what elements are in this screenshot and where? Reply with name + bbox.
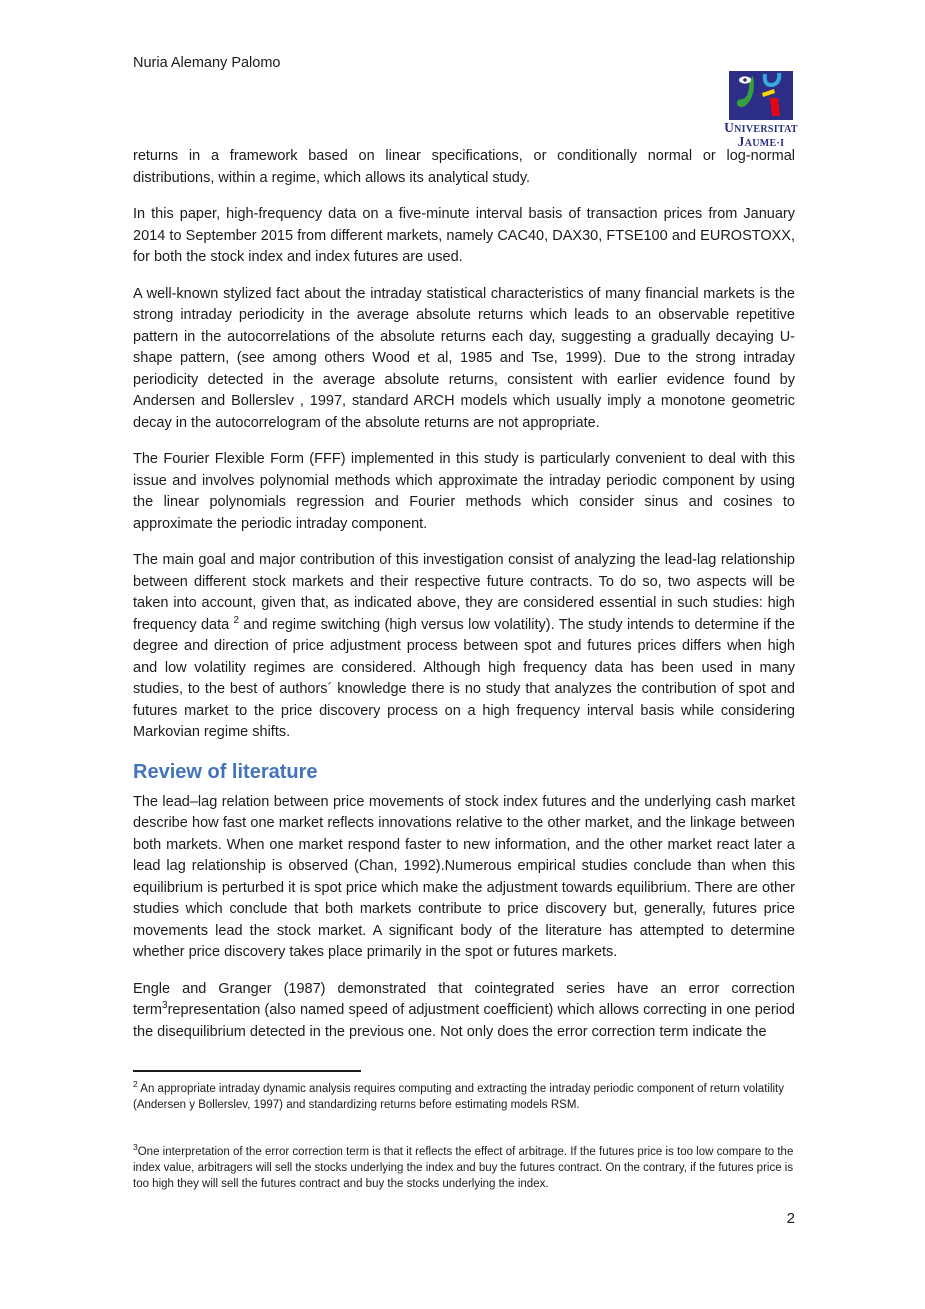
paragraph-stylized-fact: A well-known stylized fact about the intraday statistical characteristics of many financial markets is the strong intraday periodicity in the average absolute returns which leads to an observable repetitive pattern in the autocorrelations of the absolute returns each day, suggesting a gradually decaying U-shape pattern, (see among others Wood et al, 1985 and Tse, 1999). Due to the strong intraday periodicity detected in the average absolute returns, consistent with earlier evidence found by Andersen and Bollerslev , 1997, standard ARCH models which usually imply a monotone geometric decay in the autocorrelogram of the absolute returns are not appropriate. <box>133 285 795 431</box>
footnote-2-marker: 2 <box>133 1079 138 1090</box>
footnotes-section <box>133 1070 795 1196</box>
paragraph-fff: The Fourier Flexible Form (FFF) implemented in this study is particularly convenient to deal with this issue and involves polynomial methods which approximate the intraday periodic component by using the linear polynomials regression and Fourier methods which consider sinus and cosines to approximate the periodic intraday component. <box>133 451 795 532</box>
paragraph-returns-framework: returns in a framework based on linear specifications, or conditionally normal or log-normal distributions, within a regime, which allows its analytical study. <box>133 148 795 186</box>
university-logo <box>722 71 800 149</box>
university-logo-icon <box>729 71 793 120</box>
paragraph-lead-lag: The lead–lag relation between price movements of stock index futures and the underlying cash market describe how fast one market reflects innovations relative to the other market, and the linkage between both markets. When one market respond faster to new information, and the other market react later a lead lag relationship is observed (Chan, 1992).Numerous empirical studies conclude than when this equilibrium is perturbed it is spot price which make the adjustment towards equilibrium. There are other studies which conclude that both markets contribute to price discovery but, generally, futures price movements lead the stock market. A significant body of the literature has attempted to determine whether price discovery takes place primarily in the spot or futures markets. <box>133 793 795 960</box>
page-number: 2 <box>786 1210 795 1227</box>
document-body <box>133 146 795 1070</box>
footnote-ref-3: 3 <box>162 1000 168 1012</box>
footnote-ref-2: 2 <box>233 614 240 626</box>
footnote-3-marker: 3 <box>133 1142 138 1153</box>
author-header: Nuria Alemany Palomo <box>133 55 281 71</box>
logo-line-universitat: UNIVERSITAT <box>724 120 798 135</box>
paragraph-main-goal: The main goal and major contribution of this investigation consist of analyzing the lead-lag relationship between different stock markets and their respective future contracts. To do so, two aspects will be taken into account, given that, as indicated above, they are considered essential in such studies: high frequency data $^2$ and regime switching (high versus low volatility). The study intends to determine if the degree and direction of price adjustment process between spot and futures prices differs when high and low volatility regimes are considered. Although high frequency data has been used in many studies, to the best of authors´ knowledge there is no study that analyzes the contribution of spot and futures market to the price discovery process on a high frequency interval basis while considering Markovian regime shifts. <box>133 552 795 740</box>
paragraph-engle-granger: Engle and Granger (1987) demonstrated that cointegrated series have an error correction term$^3$representation (also named speed of adjustment coefficient) which allows correcting in one period the disequilibrium detected in the previous one. Not only does the error correction term indicate the <box>133 980 795 1040</box>
university-logo-text <box>722 122 800 149</box>
footnote-3: $^3$One interpretation of the error correction term is that it reflects the effect of arbitrage. If the futures price is too low compare to the index value, arbitragers will sell the stocks underlying the index and buy the futures contract. On the contrary, if the futures price is too high they will sell the futures contract and buy the stocks underlying the index. <box>133 1142 794 1190</box>
footnote-separator <box>133 1070 361 1072</box>
footnote-2: $^2$ An appropriate intraday dynamic analysis requires computing and extracting the intraday periodic component of return volatility (Andersen y Bollerslev, 1997) and standardizing returns before estimating models RSM. <box>133 1079 785 1111</box>
paragraph-data-description: In this paper, high-frequency data on a five-minute interval basis of transaction prices from January 2014 to September 2015 from different markets, namely CAC40, DAX30, FTSE100 and EUROSTOXX, for both the stock index and index futures are used. <box>133 206 795 265</box>
logo-line-jaume: JAUME·I <box>737 133 785 149</box>
section-heading-review-of-literature: Review of literature <box>133 760 318 783</box>
